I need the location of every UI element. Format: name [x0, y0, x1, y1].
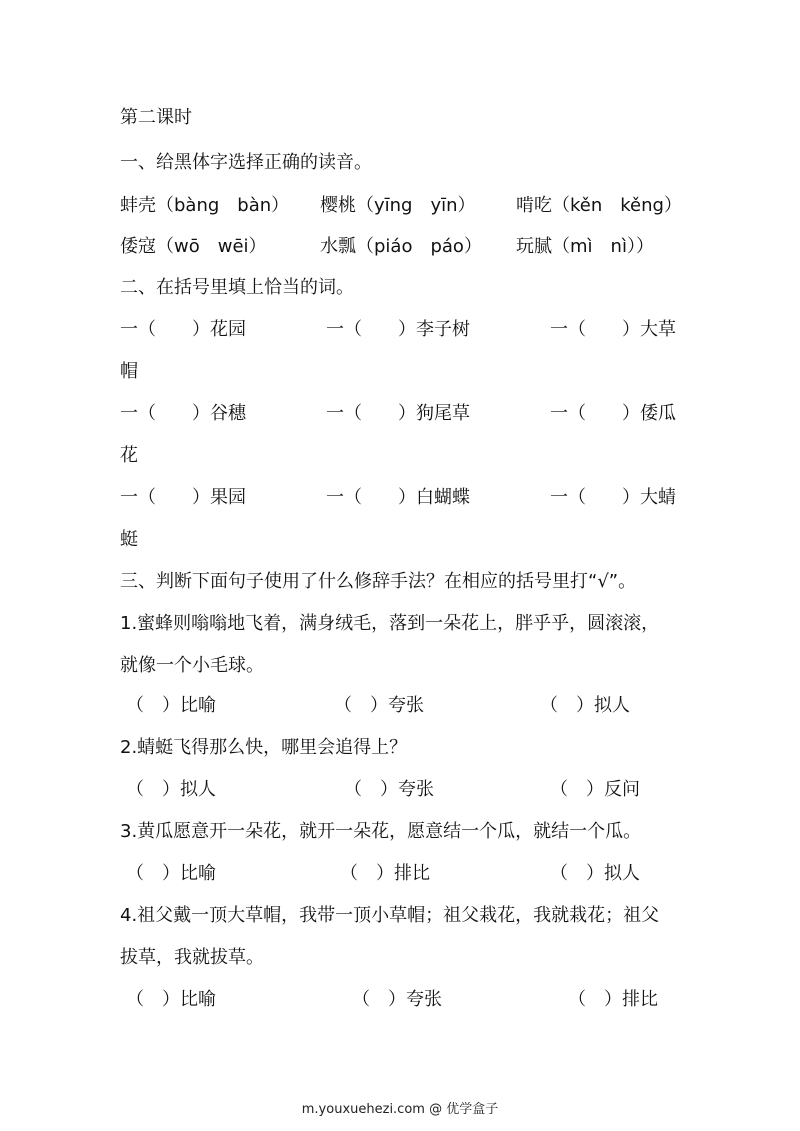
- rhetoric-option: （ ）反问: [550, 779, 640, 800]
- question-4-text-cont: 拔草，我就拔草。: [120, 947, 264, 968]
- pinyin-item: 啃吃（kěn kěng）: [516, 195, 682, 216]
- fill-item: 一（ ）李子树: [326, 319, 470, 340]
- pinyin-item: 蚌壳（bàng bàn）: [120, 195, 290, 216]
- rhetoric-option: （ ）拟人: [126, 779, 216, 800]
- fill-row-1-wrap: 帽: [120, 361, 138, 382]
- rhetoric-option: （ ）比喻: [126, 863, 216, 884]
- fill-item: 一（ ）狗尾草: [326, 403, 470, 424]
- rhetoric-option: （ ）拟人: [550, 863, 640, 884]
- fill-item: 一（ ）果园: [120, 487, 246, 508]
- rhetoric-option: （ ）排比: [568, 989, 658, 1010]
- question-1-text: 1.蜜蜂则嗡嗡地飞着，满身绒毛，落到一朵花上，胖乎乎，圆滚滚，: [120, 613, 660, 634]
- rhetoric-option: （ ）夸张: [352, 989, 442, 1010]
- section2-heading: 二、在括号里填上恰当的词。: [120, 277, 354, 298]
- lesson-title: 第二课时: [120, 107, 192, 128]
- rhetoric-option: （ ）夸张: [344, 779, 434, 800]
- question-4-text: 4.祖父戴一顶大草帽，我带一顶小草帽；祖父栽花，我就栽花；祖父: [120, 905, 660, 926]
- section1-heading: 一、给黑体字选择正确的读音。: [120, 152, 372, 173]
- fill-item: 一（ ）大蜻: [550, 487, 676, 508]
- fill-row-2-wrap: 花: [120, 445, 138, 466]
- question-3-text: 3.黄瓜愿意开一朵花，就开一朵花，愿意结一个瓜，就结一个瓜。: [120, 821, 642, 842]
- pinyin-item: 玩腻（mì nì））: [516, 236, 654, 257]
- question-2-text: 2.蜻蜓飞得那么快，哪里会追得上？: [120, 737, 408, 758]
- fill-item: 一（ ）花园: [120, 319, 246, 340]
- pinyin-item: 水瓢（piáo páo）: [320, 236, 482, 257]
- rhetoric-option: （ ）夸张: [334, 695, 424, 716]
- rhetoric-option: （ ）排比: [340, 863, 430, 884]
- fill-item: 一（ ）白蝴蝶: [326, 487, 470, 508]
- rhetoric-option: （ ）比喻: [126, 695, 216, 716]
- fill-item: 一（ ）大草: [550, 319, 676, 340]
- rhetoric-option: （ ）拟人: [540, 695, 630, 716]
- fill-row-3-wrap: 蜓: [120, 529, 138, 550]
- rhetoric-option: （ ）比喻: [126, 989, 216, 1010]
- pinyin-item: 樱桃（yīng yīn）: [320, 195, 476, 216]
- fill-item: 一（ ）倭瓜: [550, 403, 676, 424]
- footer-watermark: m.youxuehezi.com @ 优学盒子: [301, 1102, 499, 1117]
- pinyin-item: 倭寇（wō wēi）: [120, 236, 267, 257]
- section3-heading: 三、判断下面句子使用了什么修辞手法？在相应的括号里打“√”。: [120, 571, 637, 592]
- fill-item: 一（ ）谷穗: [120, 403, 246, 424]
- question-1-text-cont: 就像一个小毛球。: [120, 655, 264, 676]
